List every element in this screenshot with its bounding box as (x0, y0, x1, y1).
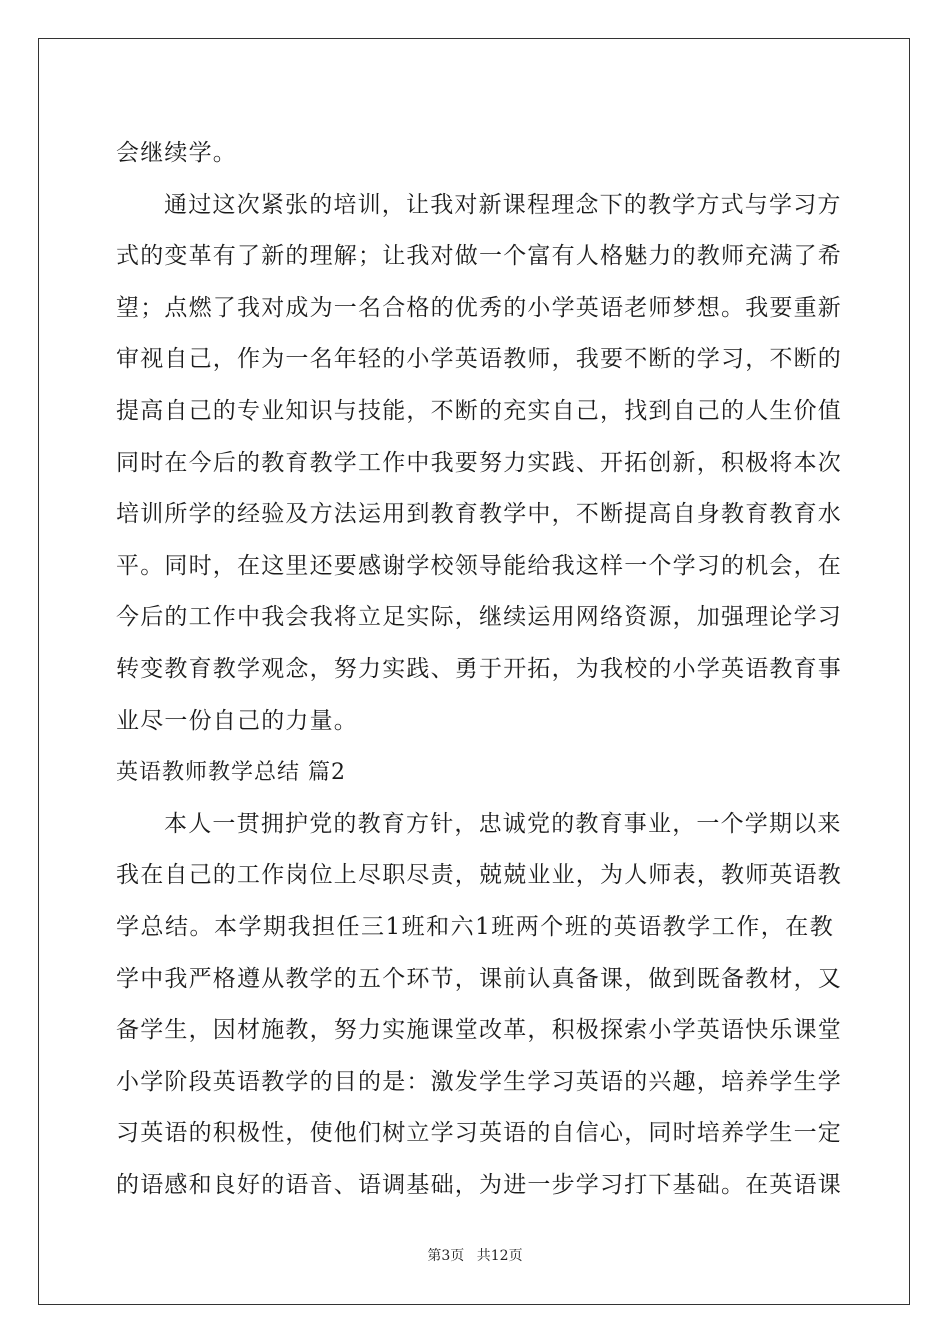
text-line: 式的变革有了新的理解；让我对做一个富有人格魅力的教师充满了希 (116, 243, 842, 270)
text-line: 审视自己，作为一名年轻的小学英语教师，我要不断的学习，不断的 (116, 346, 842, 373)
page-footer (0, 1245, 950, 1265)
text-line: 望；点燃了我对成为一名合格的优秀的小学英语老师梦想。我要重新 (116, 294, 842, 321)
text-line: 业尽一份自己的力量。 (116, 707, 358, 734)
text-line: 备学生，因材施教，努力实施课堂改革，积极探索小学英语快乐课堂 (116, 1017, 842, 1044)
text-line: 习英语的积极性，使他们树立学习英语的自信心，同时培养学生一定 (116, 1120, 842, 1147)
text-line: 平。同时，在这里还要感谢学校领导能给我这样一个学习的机会，在 (116, 552, 842, 579)
text-line: 我在自己的工作岗位上尽职尽责，兢兢业业，为人师表，教师英语教 (116, 862, 842, 889)
text-line: 通过这次紧张的培训，让我对新课程理念下的教学方式与学习方 (164, 191, 842, 218)
text-line: 本人一贯拥护党的教育方针，忠诚党的教育事业，一个学期以来 (164, 810, 842, 837)
text-line: 学总结。本学期我担任三1班和六1班两个班的英语教学工作，在教 (116, 913, 834, 940)
text-line: 同时在今后的教育教学工作中我要努力实践、开拓创新，积极将本次 (116, 449, 842, 476)
text-line: 培训所学的经验及方法运用到教育教学中，不断提高自身教育教育水 (116, 501, 842, 528)
page-number: 第3页 (427, 1248, 465, 1264)
text-line: 转变教育教学观念，努力实践、勇于开拓，为我校的小学英语教育事 (116, 655, 842, 682)
paragraph-block-1 (116, 128, 842, 747)
text-line: 会继续学。 (116, 140, 237, 166)
text-line: 学中我严格遵从教学的五个环节，课前认真备课，做到既备教材，又 (116, 965, 842, 992)
text-line: 提高自己的专业知识与技能，不断的充实自己，找到自己的人生价值 (116, 397, 842, 424)
section-heading: 英语教师教学总结 篇2 (116, 760, 346, 786)
paragraph-block-2 (116, 799, 842, 1212)
page-total: 共12页 (476, 1248, 523, 1264)
text-line: 的语感和良好的语音、语调基础，为进一步学习打下基础。在英语课 (116, 1171, 842, 1198)
text-line: 小学阶段英语教学的目的是：激发学生学习英语的兴趣，培养学生学 (116, 1068, 842, 1095)
text-line: 今后的工作中我会我将立足实际，继续运用网络资源，加强理论学习 (116, 604, 842, 631)
document-body (116, 128, 842, 1211)
